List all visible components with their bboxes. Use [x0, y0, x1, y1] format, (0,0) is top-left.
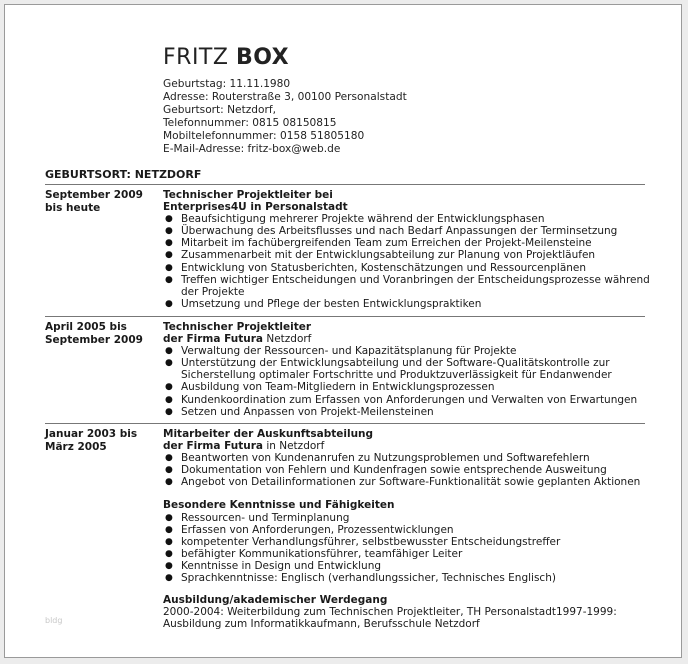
skills-heading: Besondere Kenntnisse und Fähigkeiten: [163, 499, 395, 512]
list-item: ● Beantworten von Kundenanrufen zu Nutzungsproblemen und Softwarefehlern: [163, 452, 653, 464]
list-item: ● Ausbildung von Team-Mitgliedern in Entwicklungsprozessen: [163, 381, 653, 393]
resume-name: [163, 45, 289, 70]
contact-email: E-Mail-Adresse: fritz-box@web.de: [163, 142, 341, 155]
job-date: September 2009 bis heute: [45, 189, 143, 214]
first-name: FRITZ: [163, 45, 229, 70]
contact-birthplace: Geburtsort: Netzdorf,: [163, 103, 276, 116]
education-line: 2000-2004: Weiterbildung zum Technischen Projektleiter, TH Personalstadt1997-1999:: [163, 606, 617, 619]
job-duties-list: [163, 213, 653, 310]
list-item: ● Setzen und Anpassen von Projekt-Meilensteinen: [163, 406, 653, 418]
last-name: BOX: [235, 45, 290, 70]
list-item: ● Unterstützung der Entwicklungsabteilung und der Software-Qualitätskontrolle zur Sicherstellung optimaler Fortschritte und Produktzuverlässigkeit für Endanwender: [163, 357, 653, 381]
divider: [45, 423, 645, 424]
job-title: Mitarbeiter der Auskunftsabteilung: [163, 428, 374, 440]
job-company: Enterprises4U in Personalstadt: [163, 201, 348, 214]
job-company: [163, 333, 653, 345]
job-date: April 2005 bis September 2009: [45, 321, 143, 346]
list-item: ● Beaufsichtigung mehrerer Projekte während der Entwicklungsphasen: [163, 213, 653, 225]
company-location: Netzdorf: [263, 333, 312, 346]
job-entry: [163, 428, 653, 630]
job-duties-list: [163, 345, 653, 418]
company-name: der Firma Futura: [163, 440, 263, 453]
education-line: Ausbildung zum Informatikkaufmann, Berufsschule Netzdorf: [163, 618, 480, 631]
watermark-text: bldg: [45, 616, 63, 625]
job-title: Technischer Projektleiter: [163, 321, 312, 333]
list-item: ● befähigter Kommunikationsführer, teamfähiger Leiter: [163, 548, 653, 560]
list-item: ● Überwachung des Arbeitsflusses und nach Bedarf Anpassungen der Terminsetzung: [163, 225, 653, 237]
job-entry: [163, 189, 653, 310]
section-heading: GEBURTSORT: NETZDORF: [45, 168, 202, 181]
job-date: Januar 2003 bis März 2005: [45, 428, 138, 453]
list-item: ● Kenntnisse in Design und Entwicklung: [163, 560, 653, 572]
education-heading: Ausbildung/akademischer Werdegang: [163, 594, 388, 607]
list-item: ● Treffen wichtiger Entscheidungen und Voranbringen der Entscheidungsprozesse während der Projekte: [163, 274, 653, 298]
divider: [45, 316, 645, 317]
contact-mobile: Mobiltelefonnummer: 0158 51805180: [163, 129, 365, 142]
list-item: ● Kundenkoordination zum Erfassen von Anforderungen und Verwalten von Erwartungen: [163, 394, 653, 406]
divider: [45, 184, 645, 185]
contact-phone: Telefonnummer: 0815 08150815: [163, 116, 337, 129]
job-duties-list: [163, 452, 653, 488]
list-item: ● Entwicklung von Statusberichten, Kostenschätzungen und Ressourcenplänen: [163, 262, 653, 274]
list-item: ● Erfassen von Anforderungen, Prozessentwicklungen: [163, 524, 653, 536]
list-item: ● Umsetzung und Pflege der besten Entwicklungspraktiken: [163, 298, 653, 310]
list-item: ● Ressourcen- und Terminplanung: [163, 512, 653, 524]
company-name: der Firma Futura: [163, 333, 263, 346]
list-item: ● Dokumentation von Fehlern und Kundenfragen sowie entsprechende Ausweitung: [163, 464, 653, 476]
job-entry: [163, 321, 653, 418]
list-item: ● Angebot von Detailinformationen zur Software-Funktionalität sowie geplanten Aktionen: [163, 476, 653, 488]
list-item: ● Verwaltung der Ressourcen- und Kapazitätsplanung für Projekte: [163, 345, 653, 357]
resume-page: [4, 4, 682, 658]
contact-address: Adresse: Routerstraße 3, 00100 Personalstadt: [163, 90, 407, 103]
job-company: [163, 440, 653, 452]
list-item: ● Zusammenarbeit mit der Entwicklungsabteilung zur Planung von Projektläufen: [163, 249, 653, 261]
company-location: in Netzdorf: [263, 440, 325, 453]
job-title: Technischer Projektleiter bei: [163, 189, 333, 201]
contact-birthday: Geburtstag: 11.11.1980: [163, 78, 291, 90]
list-item: ● Mitarbeit im fachübergreifenden Team zum Erreichen der Projekt-Meilensteine: [163, 237, 653, 249]
list-item: ● kompetenter Verhandlungsführer, selbstbewusster Entscheidungstreffer: [163, 536, 653, 548]
list-item: ● Sprachkenntnisse: Englisch (verhandlungssicher, Technisches Englisch): [163, 572, 653, 584]
contact-block: [163, 78, 407, 155]
skills-list: [163, 512, 653, 585]
